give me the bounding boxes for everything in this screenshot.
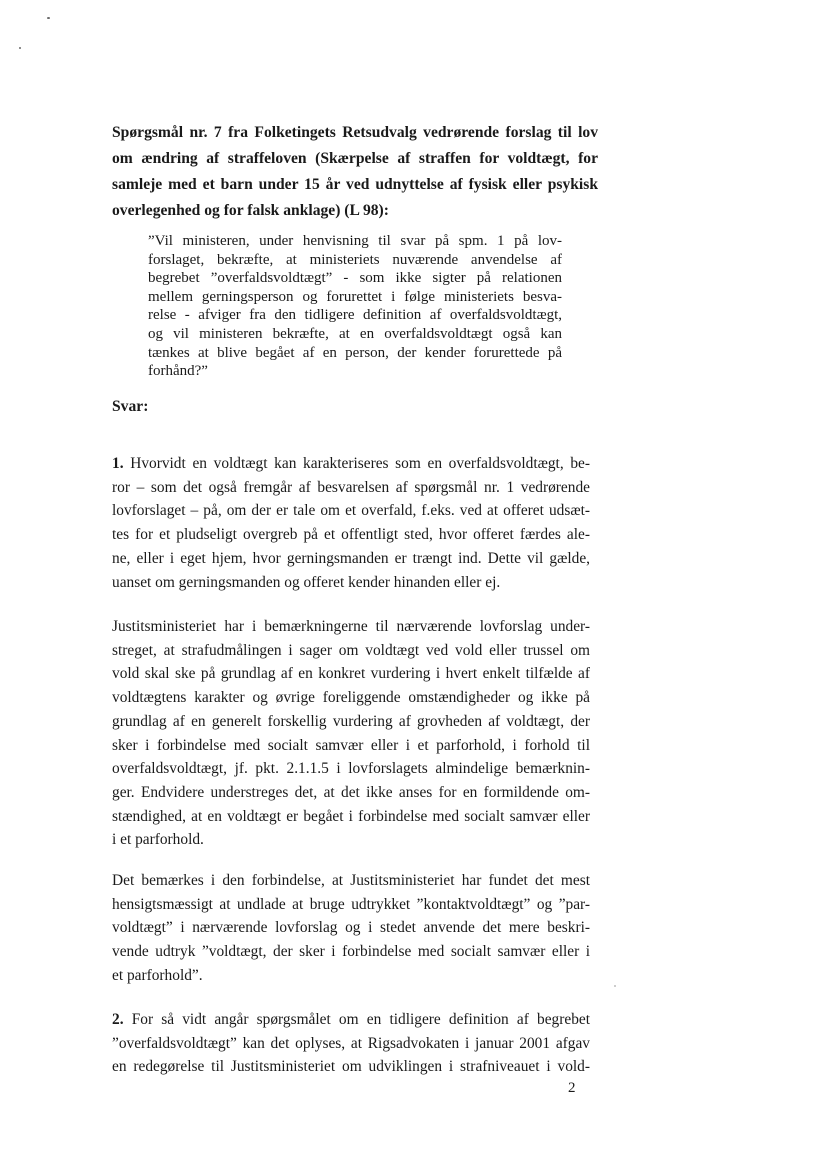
- quote-line: forslaget, bekræfte, at ministeriets nuværende anvendelse af: [148, 251, 562, 268]
- paragraph-line: tes for et pludseligt overgreb på et offentligt sted, hvor offeret færdes ale-: [112, 526, 590, 544]
- answer-paragraph-4: [112, 1008, 590, 1079]
- page-number: 2: [568, 1080, 576, 1096]
- paragraph-line: voldtægtens karakter og øvrige foreliggende omstændigheder og ikke på: [112, 689, 590, 707]
- paragraph-line: voldtægt” i nærværende lovforslag og i stedet anvende det mere beskri-: [112, 919, 590, 937]
- paragraph-line: streget, at strafudmålingen i sager om voldtægt ved vold eller trussel om: [112, 641, 590, 659]
- answer-paragraph-3: [112, 869, 590, 988]
- answer-label: Svar:: [112, 398, 149, 415]
- paragraph-line: ror – som det også fremgår af besvarelsen af spørgsmål nr. 1 vedrørende: [112, 478, 590, 496]
- paragraph-line: en redegørelse til Justitsministeriet om udviklingen i strafniveauet i vold-: [112, 1058, 590, 1076]
- paragraph-line: grundlag af en generelt forskellig vurdering af grovheden af voldtægt, der: [112, 712, 590, 730]
- scan-speck: [47, 17, 50, 19]
- question-heading: Spørgsmål nr. 7 fra Folketingets Retsudvalg vedrørende forslag til lov om ændring af straffeloven (Skærpelse af straffen for voldtægt, for samleje med et barn under 15 år ved udnyttelse af fysisk eller psykisk overlegenhed og for falsk anklage) (L 98):: [112, 124, 598, 219]
- paragraph-line: ger. Endvidere understreges det, at det ikke anses for en formildende om-: [112, 783, 590, 801]
- paragraph-line: et parforhold”.: [112, 966, 203, 984]
- paragraph-line: vende udtryk ”voldtægt, der sker i forbindelse med socialt samvær eller i: [112, 943, 590, 961]
- section-number: 2.: [112, 1011, 124, 1028]
- quote-line: relse - afviger fra den tidligere definition af overfaldsvoldtægt,: [148, 307, 562, 324]
- paragraph-line: 1. Hvorvidt en voldtægt kan karakteriseres som en overfaldsvoldtægt, be-: [112, 455, 590, 472]
- paragraph-line: Justitsministeriet har i bemærkningerne til nærværende lovforslag under-: [112, 618, 590, 635]
- question-quote: [148, 232, 562, 381]
- quote-line: ”Vil ministeren, under henvisning til svar på spm. 1 på lov-: [148, 233, 562, 249]
- paragraph-line: vold skal ske på grundlag af en konkret vurdering i hvert enkelt tilfælde af: [112, 665, 590, 683]
- paragraph-line: i et parforhold.: [112, 831, 204, 849]
- quote-line: begrebet ”overfaldsvoldtægt” - som ikke sigter på relationen: [148, 270, 562, 287]
- paragraph-line: ”overfaldsvoldtægt” kan det oplyses, at Rigsadvokaten i januar 2001 afgav: [112, 1034, 590, 1052]
- paragraph-line: stændighed, at en voldtægt er begået i forbindelse med socialt samvær eller: [112, 807, 590, 825]
- paragraph-line: sker i forbindelse med socialt samvær eller i et parforhold, i forhold til: [112, 736, 590, 754]
- quote-line: forhånd?”: [148, 363, 208, 380]
- quote-line: og vil ministeren bekræfte, at en overfaldsvoldtægt også kan: [148, 325, 562, 342]
- paragraph-line: overfaldsvoldtægt, jf. pkt. 2.1.1.5 i lovforslagets almindelige bemærknin-: [112, 760, 590, 778]
- answer-paragraph-1: [112, 452, 590, 594]
- paragraph-line: hensigtsmæssigt at undlade at bruge udtrykket ”kontaktvoldtægt” og ”par-: [112, 895, 590, 913]
- quote-line: tænkes at blive begået af en person, der kender forurettede på: [148, 344, 562, 361]
- quote-line: mellem gerningsperson og forurettet i følge ministeriets besva-: [148, 288, 562, 305]
- scan-speck: [614, 985, 616, 987]
- answer-paragraph-2: [112, 615, 590, 852]
- scan-speck: [19, 47, 21, 49]
- paragraph-line: Det bemærkes i den forbindelse, at Justitsministeriet har fundet det mest: [112, 872, 590, 889]
- paragraph-line: 2. For så vidt angår spørgsmålet om en tidligere definition af begrebet: [112, 1011, 590, 1028]
- paragraph-line: lovforslaget – på, om der er tale om et overfald, f.eks. ved at offeret udsæt-: [112, 502, 590, 520]
- paragraph-line: uanset om gerningsmanden og offeret kender hinanden eller ej.: [112, 573, 501, 591]
- section-number: 1.: [112, 455, 124, 472]
- paragraph-line: ne, eller i eget hjem, hvor gerningsmanden er trængt ind. Dette vil gælde,: [112, 549, 590, 567]
